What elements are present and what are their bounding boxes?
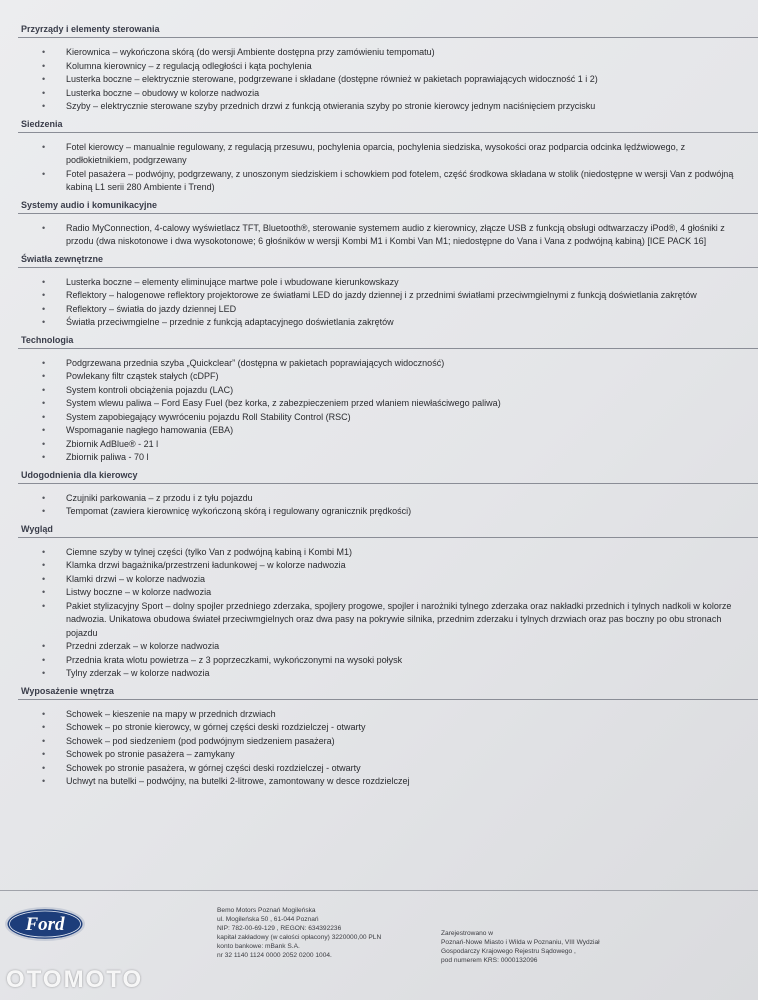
spec-item: • Podgrzewana przednia szyba „Quickclear” (dostępna w pakietach poprawiających widoczność) [18, 357, 758, 371]
spec-item: • Lusterka boczne – elementy eliminujące martwe pole i wbudowane kierunkowskazy [18, 276, 758, 290]
spec-item: • Wspomaganie nagłego hamowania (EBA) [18, 424, 758, 438]
spec-item: • Tempomat (zawiera kierownicę wykończoną skórą i regulowany ogranicznik prędkości) [18, 505, 758, 519]
spec-section [18, 521, 758, 683]
spec-item: • Lusterka boczne – obudowy w kolorze nadwozia [18, 87, 758, 101]
dealer-line: Bemo Motors Poznań Mogileńska [217, 907, 316, 914]
spec-item: • Schowek po stronie pasażera – zamykany [18, 748, 758, 762]
spec-item: • Pakiet stylizacyjny Sport – dolny spojler przedniego zderzaka, spojlery progowe, spojler i narożniki tylnego zderzaka oraz nakładki przednich i tylnych nadkoli w kolorze nadwozia. Unikatowa obudowa świateł przeciwmgielnych oraz dwa pasy na pokrywie silnika, przednim zderzaku i tylnych drzwiach oraz pas boczny po obu stronach pojazdu [18, 600, 758, 641]
spec-item: • Czujniki parkowania – z przodu i z tyłu pojazdu [18, 492, 758, 506]
spec-item: • Schowek – po stronie kierowcy, w górnej części deski rozdzielczej - otwarty [18, 721, 758, 735]
ford-logo [4, 906, 86, 942]
section-title: Wyposażenie wnętrza [18, 683, 758, 700]
spec-list [18, 349, 758, 467]
spec-item: • Przedni zderzak – w kolorze nadwozia [18, 640, 758, 654]
section-title: Udogodnienia dla kierowcy [18, 467, 758, 484]
section-title: Światła zewnętrzne [18, 251, 758, 268]
spec-item: • System kontroli obciążenia pojazdu (LAC) [18, 384, 758, 398]
spec-item: • Światła przeciwmgielne – przednie z funkcją adaptacyjnego doświetlania zakrętów [18, 316, 758, 330]
ford-logo-text: Ford [25, 914, 65, 935]
dealer-info [217, 906, 381, 960]
spec-item: • Ciemne szyby w tylnej części (tylko Van z podwójną kabiną i Kombi M1) [18, 546, 758, 560]
spec-item: • Kolumna kierownicy – z regulacją odległości i kąta pochylenia [18, 60, 758, 74]
spec-list [18, 38, 758, 116]
section-title: Wygląd [18, 521, 758, 538]
dealer-line: kapitał zakładowy (w całości opłacony) 3220000,00 PLN [217, 934, 382, 941]
section-title: Przyrządy i elementy sterowania [18, 21, 758, 38]
spec-list [18, 700, 758, 791]
spec-list [18, 133, 758, 197]
spec-item: • Zbiornik AdBlue® - 21 l [18, 438, 758, 452]
spec-item: • Radio MyConnection, 4-calowy wyświetlacz TFT, Bluetooth®, sterowanie systemem audio z kierownicy, złącze USB z funkcją obsługi odtwarzaczy iPod®, 4 głośniki z przodu (dwa niskotonowe i dwa wysokotonowe; 6 głośników w wersji Kombi M1 i Kombi Van M1; niedostępne do Vana i Vana z podwójną kabiną) [ICE PACK 16] [18, 222, 758, 249]
spec-list [18, 538, 758, 683]
footer-divider [0, 890, 758, 891]
spec-item: • Reflektory – światła do jazdy dziennej LED [18, 303, 758, 317]
dealer-line: ul. Mogileńska 50 , 61-044 Poznań [217, 916, 319, 923]
spec-item: • Zbiornik paliwa - 70 l [18, 451, 758, 465]
spec-item: • System wlewu paliwa – Ford Easy Fuel (bez korka, z zabezpieczeniem przed wlaniem niewłaściwego paliwa) [18, 397, 758, 411]
dealer-line: NIP: 782-00-69-129 , REGON: 634392236 [217, 925, 342, 932]
section-title: Technologia [18, 332, 758, 349]
spec-item: • Tylny zderzak – w kolorze nadwozia [18, 667, 758, 681]
registry-line: Gospodarczy Krajowego Rejestru Sądowego , [441, 948, 576, 955]
spec-section [18, 467, 758, 521]
spec-list [18, 484, 758, 521]
spec-item: • Listwy boczne – w kolorze nadwozia [18, 586, 758, 600]
dealer-line: nr 32 1140 1124 0000 2052 0200 1004. [217, 952, 332, 959]
spec-section [18, 683, 758, 791]
spec-item: • Klamka drzwi bagażnika/przestrzeni ładunkowej – w kolorze nadwozia [18, 559, 758, 573]
spec-section [18, 251, 758, 332]
spec-list [18, 268, 758, 332]
spec-item: • Szyby – elektrycznie sterowane szyby przednich drzwi z funkcją otwierania szyby po stronie kierowcy jednym naciśnięciem przycisku [18, 100, 758, 114]
watermark: OTOMOTO [6, 966, 144, 993]
spec-item: • Reflektory – halogenowe reflektory projektorowe ze światłami LED do jazdy dziennej i z przednimi światłami przeciwmgielnymi z funkcją doświetlania zakrętów [18, 289, 758, 303]
section-title: Siedzenia [18, 116, 758, 133]
dealer-line: konto bankowe: mBank S.A. [217, 943, 300, 950]
spec-list [18, 214, 758, 251]
spec-section [18, 21, 758, 116]
registry-info [441, 929, 600, 965]
spec-item: • Fotel kierowcy – manualnie regulowany, z regulacją przesuwu, pochylenia oparcia, pochylenia siedziska, wysokości oraz podparcia odcinka lędźwiowego, z podłokietnikiem, podgrzewany [18, 141, 758, 168]
spec-section [18, 197, 758, 251]
spec-item: • Powlekany filtr cząstek stałych (cDPF) [18, 370, 758, 384]
spec-item: • Schowek po stronie pasażera, w górnej części deski rozdzielczej - otwarty [18, 762, 758, 776]
spec-content [18, 21, 758, 791]
spec-item: • Klamki drzwi – w kolorze nadwozia [18, 573, 758, 587]
spec-section [18, 332, 758, 467]
spec-item: • Kierownica – wykończona skórą (do wersji Ambiente dostępna przy zamówieniu tempomatu) [18, 46, 758, 60]
spec-item: • Uchwyt na butelki – podwójny, na butelki 2-litrowe, zamontowany w desce rozdzielczej [18, 775, 758, 789]
spec-item: • Schowek – kieszenie na mapy w przednich drzwiach [18, 708, 758, 722]
spec-section [18, 116, 758, 197]
registry-line: Poznań-Nowe Miasto i Wilda w Poznaniu, VIII Wydział [441, 939, 600, 946]
spec-item: • Lusterka boczne – elektrycznie sterowane, podgrzewane i składane (dostępne również w pakietach poprawiających widoczność 1 i 2) [18, 73, 758, 87]
spec-item: • Przednia krata wlotu powietrza – z 3 poprzeczkami, wykończonymi na wysoki połysk [18, 654, 758, 668]
spec-item: • Fotel pasażera – podwójny, podgrzewany, z unoszonym siedziskiem i schowkiem pod fotelem, część środkowa składana w stolik (niedostępne w wersji Van z podwójną kabiną L1 serii 280 Ambiente i Trend) [18, 168, 758, 195]
section-title: Systemy audio i komunikacyjne [18, 197, 758, 214]
spec-item: • System zapobiegający wywróceniu pojazdu Roll Stability Control (RSC) [18, 411, 758, 425]
registry-line: pod numerem KRS: 0000132096 [441, 957, 538, 964]
spec-item: • Schowek – pod siedzeniem (pod podwójnym siedzeniem pasażera) [18, 735, 758, 749]
registry-line: Zarejestrowano w [441, 930, 494, 937]
